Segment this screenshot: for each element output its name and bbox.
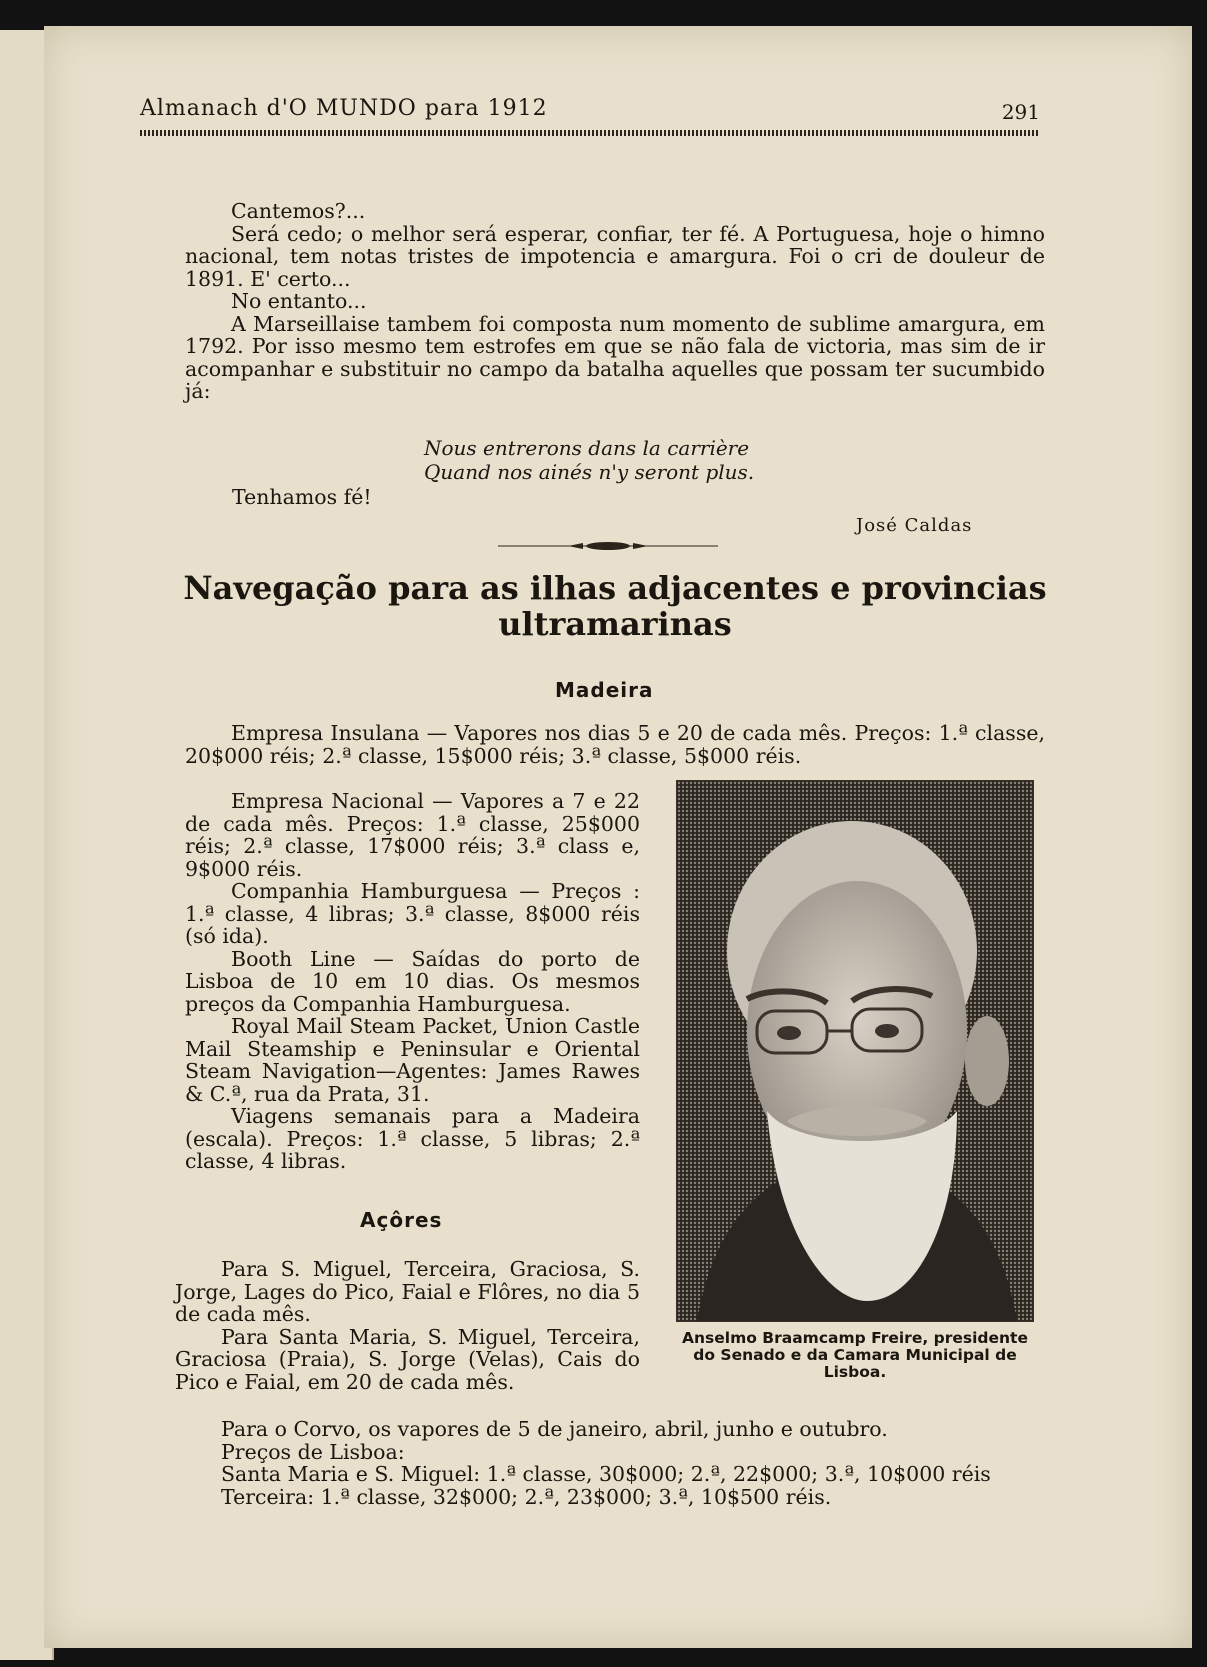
verse-line: Nous entrerons dans la carrière xyxy=(424,436,750,460)
paragraph: Companhia Hamburguesa — Preços : 1.ª classe, 4 libras; 3.ª classe, 8$000 réis (só ida). xyxy=(185,879,640,948)
portrait-photo xyxy=(676,780,1034,1322)
closing-line: Tenhamos fé! xyxy=(232,485,372,509)
paragraph: Viagens semanais para a Madeira (escala). Preços: 1.ª classe, 5 libras; 2.ª classe, 4 libras. xyxy=(185,1104,640,1173)
paragraph: Empresa Insulana — Vapores nos dias 5 e 20 de cada mês. Preços: 1.ª classe, 20$000 réis; 2.ª classe, 15$000 réis; 3.ª classe, 5$000 réis. xyxy=(185,721,1045,768)
page-number: 291 xyxy=(1001,100,1040,124)
verse-line: Quand nos ainés n'y seront plus. xyxy=(424,460,755,484)
madeira-insulana xyxy=(185,722,1045,767)
acores-column xyxy=(175,1258,640,1393)
paragraph: Santa Maria e S. Miguel: 1.ª classe, 30$000; 2.ª, 22$000; 3.ª, 10$000 réis xyxy=(221,1462,991,1486)
section-heading-acores: Açôres xyxy=(360,1208,443,1232)
paragraph: Booth Line — Saídas do porto de Lisboa de 10 em 10 dias. Os mesmos preços da Companhia Hamburguesa. xyxy=(185,946,640,1016)
intro-paragraph: Será cedo; o melhor será esperar, confiar, ter fé. A Portuguesa, hoje o himno nacional, tem notas tristes de impotencia e amargura. Foi o cri de douleur de 1891. E' certo... xyxy=(185,221,1045,291)
verse-quote xyxy=(424,436,754,484)
paragraph: Preços de Lisboa: xyxy=(221,1439,405,1464)
section-heading-madeira: Madeira xyxy=(555,678,654,702)
portrait-image xyxy=(677,781,1033,1321)
header-rule xyxy=(140,130,1040,136)
paragraph: Para S. Miguel, Terceira, Graciosa, S. Jorge, Lages do Pico, Faial e Flôres, no dia 5 de cada mês. xyxy=(175,1257,640,1326)
intro-text xyxy=(185,200,1045,403)
paragraph: Para o Corvo, os vapores de 5 de janeiro, abril, junho e outubro. xyxy=(221,1417,888,1441)
paragraph: Para Santa Maria, S. Miguel, Terceira, Graciosa (Praia), S. Jorge (Velas), Cais do Pico e Faial, em 20 de cada mês. xyxy=(175,1324,640,1394)
acores-full xyxy=(175,1418,1035,1508)
author-signature: José Caldas xyxy=(856,515,973,536)
paragraph: Terceira: 1.ª classe, 32$000; 2.ª, 23$000; 3.ª, 10$500 réis. xyxy=(221,1484,832,1509)
header-title: Almanach d'O MUNDO para 1912 xyxy=(140,96,548,121)
intro-line: Cantemos?... xyxy=(231,199,366,223)
intro-paragraph: A Marseillaise tambem foi composta num momento de sublime amargura, em 1792. Por isso mesmo tem estrofes em que se não fala de victoria, mas sim de ir acompanhar e substituir no campo da batalha aquelles que possam ter sucumbido já: xyxy=(185,311,1045,403)
paragraph: Empresa Nacional — Vapores a 7 e 22 de cada mês. Preços: 1.ª classe, 25$000 réis; 2.ª classe, 17$000 réis; 3.ª class e, 9$000 réis. xyxy=(185,789,640,881)
article-title: Navegação para as ilhas adjacentes e provincias ultramarinas xyxy=(183,569,1047,643)
photo-caption: Anselmo Braamcamp Freire, presidente do Senado e da Camara Municipal de Lisboa. xyxy=(682,1329,1028,1381)
madeira-column xyxy=(185,790,640,1173)
ornament-divider xyxy=(498,540,718,552)
intro-line: No entanto... xyxy=(231,289,367,313)
paragraph: Royal Mail Steam Packet, Union Castle Mail Steamship e Peninsular e Oriental Steam Navigation—Agentes: James Rawes & C.ª, rua da Prata, 31. xyxy=(185,1014,640,1106)
